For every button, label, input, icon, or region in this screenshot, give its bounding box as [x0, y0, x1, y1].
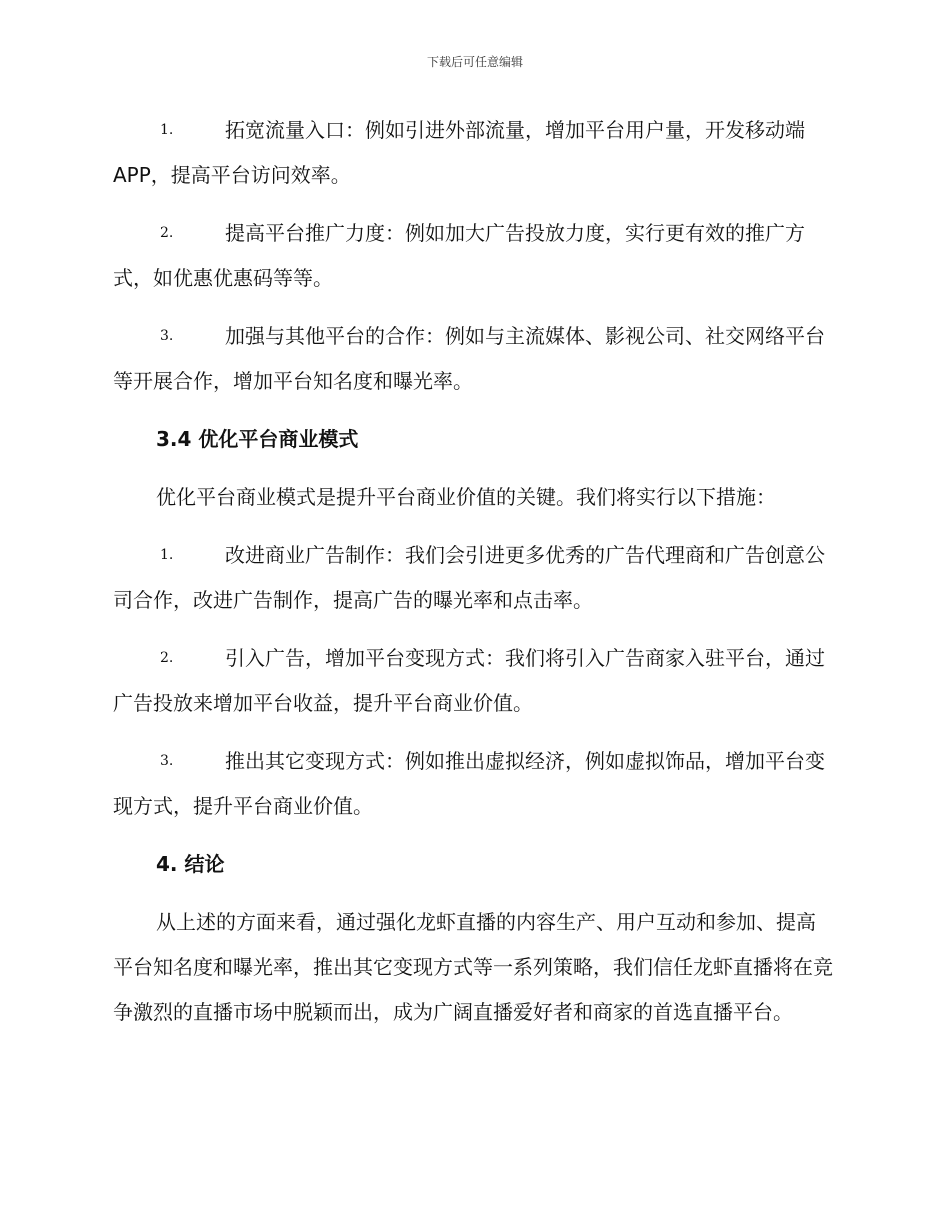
- list-text: 引入广告，增加平台变现方式：我们将引入广告商家入驻平台，通过广告投放来增加平台收益，提升平台商业价值。: [113, 646, 825, 715]
- document-body: [113, 108, 833, 1048]
- page-header: 下载后可任意编辑: [426, 55, 523, 69]
- list-text: 改进商业广告制作：我们会引进更多优秀的广告代理商和广告创意公司合作，改进广告制作，提高广告的曝光率和点击率。: [113, 543, 825, 612]
- list-number: 2.: [160, 225, 174, 241]
- list-text: 提高平台推广力度：例如加大广告投放力度，实行更有效的推广方式，如优惠优惠码等等。: [113, 221, 805, 290]
- list-item: [113, 108, 833, 198]
- section-heading: 3.4 优化平台商业模式: [156, 427, 359, 451]
- list-item: [113, 636, 833, 726]
- list-number: 3.: [160, 753, 174, 769]
- section-intro: 优化平台商业模式是提升平台商业价值的关键。我们将实行以下措施：: [156, 485, 776, 509]
- list-number: 1.: [160, 122, 174, 138]
- list-text: 加强与其他平台的合作：例如与主流媒体、影视公司、社交网络平台等开展合作，增加平台知名度和曝光率。: [113, 324, 825, 393]
- list-number: 3.: [160, 328, 174, 344]
- list-number: 1.: [160, 547, 174, 563]
- list-item: [113, 314, 833, 404]
- list-text: 拓宽流量入口：例如引进外部流量，增加平台用户量，开发移动端 APP，提高平台访问效率。: [113, 118, 805, 187]
- conclusion-paragraph: 从上述的方面来看，通过强化龙虾直播的内容生产、用户互动和参加、提高平台知名度和曝光率，推出其它变现方式等一系列策略，我们信任龙虾直播将在竞争激烈的直播市场中脱颖而出，成为广阔直播爱好者和商家的首选直播平台。: [113, 910, 833, 1024]
- list-item: [113, 211, 833, 301]
- section-heading: 4. 结论: [156, 852, 225, 876]
- list-text: 推出其它变现方式：例如推出虚拟经济，例如虚拟饰品，增加平台变现方式，提升平台商业价值。: [113, 749, 825, 818]
- list-number: 2.: [160, 650, 174, 666]
- list-item: [113, 739, 833, 829]
- list-item: [113, 533, 833, 623]
